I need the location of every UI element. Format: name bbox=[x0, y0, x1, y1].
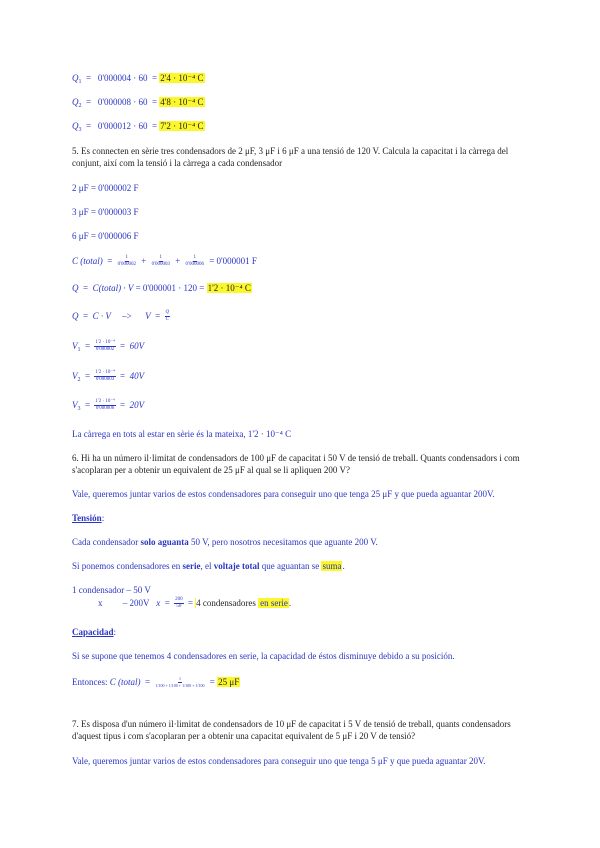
relation-denominator: C bbox=[165, 317, 169, 323]
tension-text bbox=[72, 536, 378, 548]
series-text-mid: , el bbox=[200, 561, 214, 571]
v2-numerator: 1'2 · 10⁻⁴ bbox=[95, 370, 115, 376]
v2-equals: = bbox=[85, 371, 91, 381]
relation-numerator: Q bbox=[165, 310, 170, 316]
fraction-2-numerator: 1 bbox=[159, 255, 163, 261]
fraction-3-numerator: 1 bbox=[193, 255, 196, 261]
problem-6-line-1: 6. Hi ha un número il·limitat de condensadors de 100 μF de capacitat i 50 V de tensió de treball. Quants condensadors i com bbox=[72, 453, 520, 463]
series-text-end: . bbox=[342, 561, 345, 571]
tension-heading-text: Tensión bbox=[72, 513, 102, 523]
problem-5-line-1: 5. Es connecten en sèrie tres condensadors de 2 μF, 3 μF i 6 μF a una tensió de 120 V. Calcula la capacitat i la càrrega del bbox=[72, 146, 509, 156]
q3-expression: 0'000012 · 60 bbox=[97, 121, 148, 131]
relation-arrow: –> bbox=[122, 311, 132, 321]
v2-equation bbox=[72, 370, 144, 383]
q1-equals: = bbox=[86, 73, 92, 83]
tension-heading bbox=[72, 512, 104, 524]
fraction-3-denominator: 0'000006 bbox=[185, 262, 204, 268]
total-capacitance-equation bbox=[72, 255, 257, 268]
q3-equals: = bbox=[86, 121, 92, 131]
q3-equals-2: = bbox=[151, 121, 158, 131]
series-text-bold-2: voltaje total bbox=[213, 561, 260, 571]
v3-equals-2: = bbox=[120, 400, 126, 410]
q2-equals: = bbox=[86, 97, 92, 107]
rule-fraction bbox=[174, 597, 184, 610]
q2-equals-2: = bbox=[151, 97, 158, 107]
total-charge-equals: = bbox=[83, 283, 89, 293]
capacidad-heading bbox=[72, 626, 116, 638]
q1-equals-2: = bbox=[151, 73, 158, 83]
plus-sign-2: + bbox=[175, 256, 181, 266]
tension-text-bold: solo aguanta bbox=[140, 537, 189, 547]
q2-subscript: 2 bbox=[78, 103, 82, 109]
total-charge-equation bbox=[72, 282, 252, 294]
total-capacitance-equals: = bbox=[107, 256, 113, 266]
fraction-3 bbox=[185, 255, 205, 268]
series-text-mid-2: que aguantan se bbox=[259, 561, 322, 571]
entonces-fraction bbox=[154, 676, 205, 689]
v3-numerator: 1'2 · 10⁻⁴ bbox=[95, 399, 115, 405]
rule-denominator: 50 bbox=[176, 604, 182, 610]
condenser-rule-1: 1 condensador – 50 V bbox=[72, 585, 151, 595]
entonces-equals: = bbox=[145, 677, 151, 687]
q1-symbol: Q bbox=[72, 73, 79, 83]
rule-voltage: – 200V bbox=[122, 598, 150, 608]
relation-expression: C · V bbox=[92, 311, 111, 321]
rule-x: x bbox=[98, 598, 103, 608]
problem-6-answer: Vale, queremos juntar varios de estos condensadores para conseguir uno que tenga 25 μF y que pueda aguantar 200V. bbox=[72, 489, 495, 499]
charge-voltage-relation bbox=[72, 310, 172, 323]
series-text-bold-1: serie bbox=[182, 561, 201, 571]
entonces-label: Entonces: bbox=[72, 677, 110, 687]
fraction-1 bbox=[117, 255, 137, 268]
capacitor-3-conversion: 6 μF = 0'000006 F bbox=[72, 231, 139, 241]
relation-q-symbol: Q bbox=[72, 311, 79, 321]
v2-result: 40V bbox=[129, 371, 145, 381]
v3-equals: = bbox=[85, 400, 91, 410]
v1-subscript: 1 bbox=[77, 347, 81, 353]
problem-7-line-2: d'aquest tipus i com s'acoplaran per a obtenir una capacitat equivalent de 5 μF i 20 V de tensió? bbox=[72, 731, 416, 741]
v1-result: 60V bbox=[129, 341, 145, 351]
fraction-1-numerator: 1 bbox=[125, 255, 129, 261]
v2-fraction bbox=[94, 370, 115, 383]
q3-subscript: 3 bbox=[78, 127, 82, 133]
rule-numerator: 200 bbox=[175, 597, 183, 603]
v1-equals: = bbox=[85, 341, 91, 351]
rule-equals: = bbox=[164, 598, 170, 608]
q2-equation bbox=[72, 96, 205, 108]
q3-equation bbox=[72, 120, 205, 132]
v3-equation bbox=[72, 399, 144, 412]
fraction-2-denominator: 0'000003 bbox=[151, 262, 170, 268]
rule-result-number bbox=[195, 598, 259, 608]
total-charge-expression: C(total) · V bbox=[92, 283, 134, 293]
series-text-highlight: suma bbox=[322, 561, 342, 571]
v2-subscript: 2 bbox=[77, 377, 81, 383]
rule-result-highlight: en serie bbox=[260, 598, 288, 608]
q1-expression: 0'000004 · 60 bbox=[97, 73, 148, 83]
entonces-result: 25 μF bbox=[218, 677, 240, 687]
entonces-equals-2: = bbox=[209, 677, 215, 687]
v3-denominator: 0'000006 bbox=[95, 406, 115, 412]
rule-result-text: 4 condensadores bbox=[196, 598, 259, 608]
tension-text-start: Cada condensador bbox=[72, 537, 141, 547]
v1-denominator: 0'000002 bbox=[95, 347, 115, 353]
q3-result: 7'2 · 10⁻⁴ C bbox=[160, 121, 204, 131]
total-charge-calculation: = 0'000001 · 120 = bbox=[135, 283, 205, 293]
v3-symbol: V bbox=[72, 400, 78, 410]
q2-expression: 0'000008 · 60 bbox=[97, 97, 148, 107]
problem-7-line-1: 7. Es disposa d'un número il·limitat de condensadors de 10 μF de capacitat i 5 V de tensió de treball, quants condensadors bbox=[72, 719, 511, 729]
v3-fraction bbox=[94, 399, 115, 412]
problem-7-answer: Vale, queremos juntar varios de estos condensadores para conseguir uno que tenga 5 μF y que pueda aguantar 20V. bbox=[72, 756, 486, 766]
relation-equals-2: = bbox=[155, 311, 161, 321]
tension-text-end: 50 V, pero nosotros necesitamos que aguante 200 V. bbox=[188, 537, 378, 547]
v1-symbol: V bbox=[72, 341, 78, 351]
relation-fraction bbox=[165, 310, 171, 323]
total-capacitance-symbol: C (total) bbox=[72, 256, 103, 266]
capacidad-heading-text: Capacidad bbox=[72, 627, 114, 637]
entonces-symbol: C (total) bbox=[109, 677, 141, 687]
v2-symbol: V bbox=[72, 371, 78, 381]
problem-6-line-2: s'acoplaran per a obtenir un equivalent de 25 μF al qual se li apliquen 200 V? bbox=[72, 465, 350, 475]
relation-equals: = bbox=[83, 311, 89, 321]
v3-subscript: 3 bbox=[77, 406, 81, 412]
plus-sign-1: + bbox=[141, 256, 147, 266]
rule-x-variable: x bbox=[156, 598, 161, 608]
v1-fraction bbox=[94, 340, 115, 353]
v1-equals-2: = bbox=[120, 341, 126, 351]
q1-equation bbox=[72, 72, 205, 84]
entonces-denominator: 1/100 + 1/100 + 1/100 + 1/100 bbox=[155, 683, 205, 689]
q1-subscript: 1 bbox=[78, 79, 82, 85]
capacidad-text: Si se supone que tenemos 4 condensadores en serie, la capacidad de éstos disminuye debido a su posición. bbox=[72, 651, 455, 661]
v1-equation bbox=[72, 340, 144, 353]
total-charge-result: 1'2 · 10⁻⁴ C bbox=[207, 283, 251, 293]
series-text-start: Si ponemos condensadores en bbox=[72, 561, 183, 571]
series-text bbox=[72, 560, 345, 572]
tension-heading-colon: : bbox=[101, 513, 105, 523]
entonces-equation bbox=[72, 676, 240, 689]
v3-result: 20V bbox=[129, 400, 145, 410]
total-capacitance-result: = 0'000001 F bbox=[209, 256, 257, 266]
capacidad-heading-colon: : bbox=[113, 627, 117, 637]
condenser-rule-2 bbox=[98, 597, 291, 610]
v2-denominator: 0'000003 bbox=[95, 377, 115, 383]
fraction-1-denominator: 0'000002 bbox=[117, 262, 136, 268]
v2-equals-2: = bbox=[120, 371, 126, 381]
rule-equals-2: = bbox=[187, 598, 193, 608]
q1-result: 2'4 · 10⁻⁴ C bbox=[160, 73, 204, 83]
fraction-2 bbox=[151, 255, 171, 268]
entonces-numerator: 1 bbox=[178, 676, 181, 682]
q3-symbol: Q bbox=[72, 121, 79, 131]
charge-note: La càrrega en tots al estar en sèrie és la mateixa, 1'2 · 10⁻⁴ C bbox=[72, 429, 292, 439]
q2-result: 4'8 · 10⁻⁴ C bbox=[160, 97, 204, 107]
relation-v-symbol: V bbox=[145, 311, 151, 321]
total-charge-symbol: Q bbox=[72, 283, 79, 293]
rule-result-end: . bbox=[288, 598, 292, 608]
v1-numerator: 1'2 · 10⁻⁴ bbox=[95, 340, 115, 346]
capacitor-2-conversion: 3 μF = 0'000003 F bbox=[72, 207, 139, 217]
problem-5-line-2: conjunt, així com la tensió i la càrrega a cada condensador bbox=[72, 158, 283, 168]
capacitor-1-conversion: 2 μF = 0'000002 F bbox=[72, 183, 139, 193]
q2-symbol: Q bbox=[72, 97, 79, 107]
